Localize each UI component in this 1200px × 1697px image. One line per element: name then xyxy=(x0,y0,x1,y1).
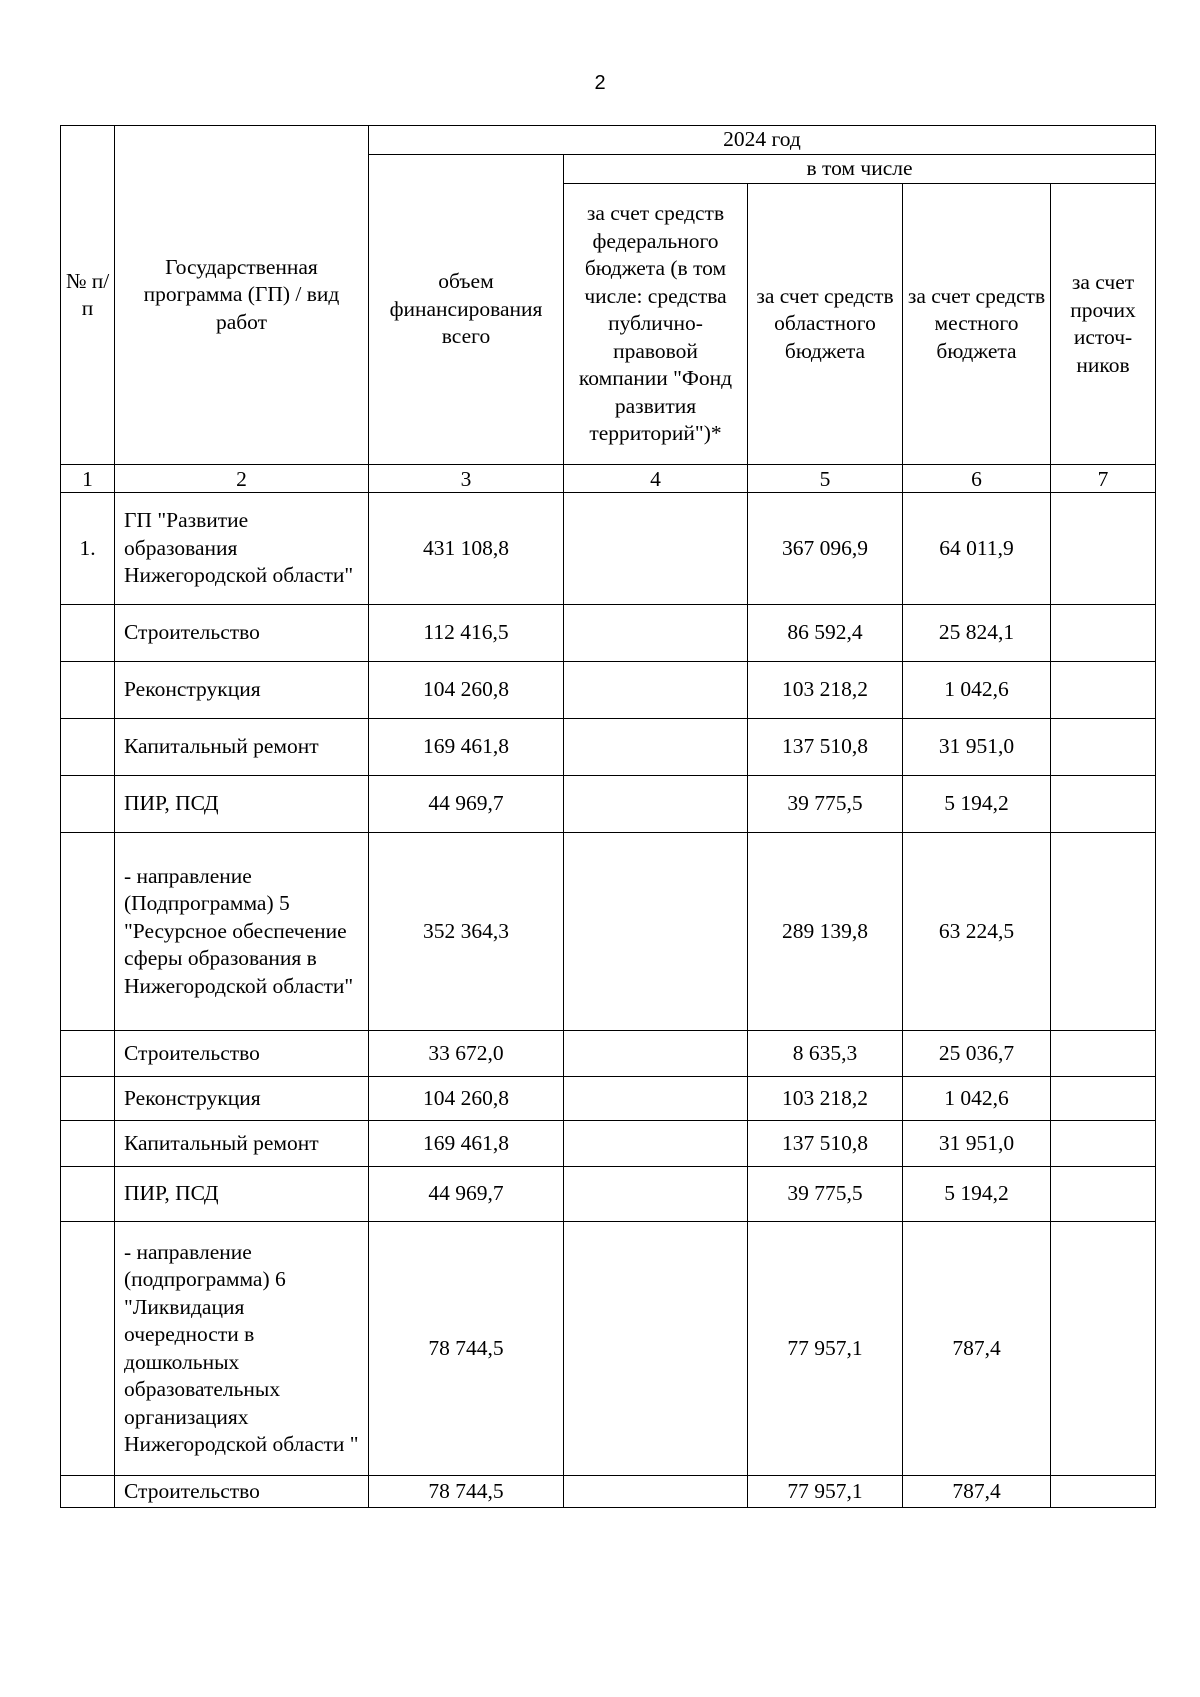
header-year: 2024 год xyxy=(369,126,1156,155)
row-regional: 86 592,4 xyxy=(748,605,903,662)
table-row xyxy=(61,1222,1156,1476)
column-number: 5 xyxy=(748,465,903,493)
row-total: 352 364,3 xyxy=(369,833,564,1031)
row-name: ПИР, ПСД xyxy=(115,1167,369,1222)
row-other xyxy=(1051,662,1156,719)
row-other xyxy=(1051,1222,1156,1476)
row-num xyxy=(61,1167,115,1222)
row-local: 25 824,1 xyxy=(903,605,1051,662)
row-local: 5 194,2 xyxy=(903,1167,1051,1222)
row-num xyxy=(61,1031,115,1077)
table-row xyxy=(61,1167,1156,1222)
row-regional: 137 510,8 xyxy=(748,719,903,776)
table-row xyxy=(61,1077,1156,1121)
row-name: Строительство xyxy=(115,605,369,662)
row-total: 169 461,8 xyxy=(369,719,564,776)
row-federal xyxy=(564,1167,748,1222)
row-regional: 103 218,2 xyxy=(748,1077,903,1121)
row-num: 1. xyxy=(61,493,115,605)
row-regional: 367 096,9 xyxy=(748,493,903,605)
row-num xyxy=(61,833,115,1031)
row-total: 78 744,5 xyxy=(369,1222,564,1476)
row-other xyxy=(1051,605,1156,662)
row-num xyxy=(61,1077,115,1121)
row-federal xyxy=(564,662,748,719)
row-num xyxy=(61,1121,115,1167)
row-name: Реконструкция xyxy=(115,662,369,719)
row-federal xyxy=(564,1476,748,1508)
row-local: 787,4 xyxy=(903,1222,1051,1476)
header-num: № п/п xyxy=(61,126,115,465)
row-local: 1 042,6 xyxy=(903,1077,1051,1121)
row-num xyxy=(61,605,115,662)
row-federal xyxy=(564,1077,748,1121)
row-total: 112 416,5 xyxy=(369,605,564,662)
table-row xyxy=(61,1476,1156,1508)
table-row xyxy=(61,662,1156,719)
row-local: 64 011,9 xyxy=(903,493,1051,605)
row-other xyxy=(1051,833,1156,1031)
column-number: 6 xyxy=(903,465,1051,493)
row-local: 31 951,0 xyxy=(903,719,1051,776)
row-name: ГП "Развитие образования Нижегородской области" xyxy=(115,493,369,605)
row-num xyxy=(61,1222,115,1476)
row-total: 104 260,8 xyxy=(369,662,564,719)
table-row xyxy=(61,833,1156,1031)
row-local: 31 951,0 xyxy=(903,1121,1051,1167)
table-row xyxy=(61,719,1156,776)
header-including: в том числе xyxy=(564,155,1156,184)
row-name: - направление (Подпрограмма) 5 "Ресурсное обеспечение сферы образования в Нижегородской области" xyxy=(115,833,369,1031)
row-federal xyxy=(564,719,748,776)
row-other xyxy=(1051,493,1156,605)
row-num xyxy=(61,1476,115,1508)
row-regional: 77 957,1 xyxy=(748,1222,903,1476)
row-federal xyxy=(564,776,748,833)
table-row xyxy=(61,605,1156,662)
row-name: Капитальный ремонт xyxy=(115,719,369,776)
row-local: 63 224,5 xyxy=(903,833,1051,1031)
row-name: Строительство xyxy=(115,1476,369,1508)
row-federal xyxy=(564,1222,748,1476)
row-regional: 103 218,2 xyxy=(748,662,903,719)
row-regional: 289 139,8 xyxy=(748,833,903,1031)
header-total: объем финансирования всего xyxy=(369,155,564,465)
row-total: 104 260,8 xyxy=(369,1077,564,1121)
row-name: Капитальный ремонт xyxy=(115,1121,369,1167)
column-number: 1 xyxy=(61,465,115,493)
header-regional: за счет средств областного бюджета xyxy=(748,184,903,465)
row-total: 44 969,7 xyxy=(369,776,564,833)
row-regional: 39 775,5 xyxy=(748,776,903,833)
row-other xyxy=(1051,1476,1156,1508)
row-name: Реконструкция xyxy=(115,1077,369,1121)
header-federal: за счет средств федерального бюджета (в том числе: средства публично-правовой компании "Фонд развития территорий")* xyxy=(564,184,748,465)
row-federal xyxy=(564,833,748,1031)
row-local: 5 194,2 xyxy=(903,776,1051,833)
row-other xyxy=(1051,1121,1156,1167)
row-total: 44 969,7 xyxy=(369,1167,564,1222)
row-name: Строительство xyxy=(115,1031,369,1077)
row-total: 431 108,8 xyxy=(369,493,564,605)
row-regional: 39 775,5 xyxy=(748,1167,903,1222)
row-other xyxy=(1051,719,1156,776)
header-local: за счет средств местного бюджета xyxy=(903,184,1051,465)
table-row xyxy=(61,1121,1156,1167)
header-other: за счет прочих источ-ников xyxy=(1051,184,1156,465)
column-number: 3 xyxy=(369,465,564,493)
row-other xyxy=(1051,1167,1156,1222)
table-row xyxy=(61,1031,1156,1077)
financing-table xyxy=(60,125,1156,1508)
row-regional: 8 635,3 xyxy=(748,1031,903,1077)
row-federal xyxy=(564,493,748,605)
row-federal xyxy=(564,1031,748,1077)
row-federal xyxy=(564,605,748,662)
row-num xyxy=(61,662,115,719)
row-regional: 137 510,8 xyxy=(748,1121,903,1167)
row-other xyxy=(1051,1031,1156,1077)
row-local: 25 036,7 xyxy=(903,1031,1051,1077)
row-total: 169 461,8 xyxy=(369,1121,564,1167)
row-local: 787,4 xyxy=(903,1476,1051,1508)
column-number: 4 xyxy=(564,465,748,493)
column-number: 7 xyxy=(1051,465,1156,493)
row-other xyxy=(1051,1077,1156,1121)
row-federal xyxy=(564,1121,748,1167)
row-local: 1 042,6 xyxy=(903,662,1051,719)
row-name: - направление (подпрограмма) 6 "Ликвидация очередности в дошкольных образовательных организациях Нижегородской области " xyxy=(115,1222,369,1476)
row-name: ПИР, ПСД xyxy=(115,776,369,833)
table-row xyxy=(61,493,1156,605)
row-total: 33 672,0 xyxy=(369,1031,564,1077)
row-total: 78 744,5 xyxy=(369,1476,564,1508)
table-row xyxy=(61,776,1156,833)
row-num xyxy=(61,776,115,833)
page-number: 2 xyxy=(594,72,606,94)
row-other xyxy=(1051,776,1156,833)
row-regional: 77 957,1 xyxy=(748,1476,903,1508)
column-number: 2 xyxy=(115,465,369,493)
row-num xyxy=(61,719,115,776)
header-program: Государственная программа (ГП) / вид работ xyxy=(115,126,369,465)
